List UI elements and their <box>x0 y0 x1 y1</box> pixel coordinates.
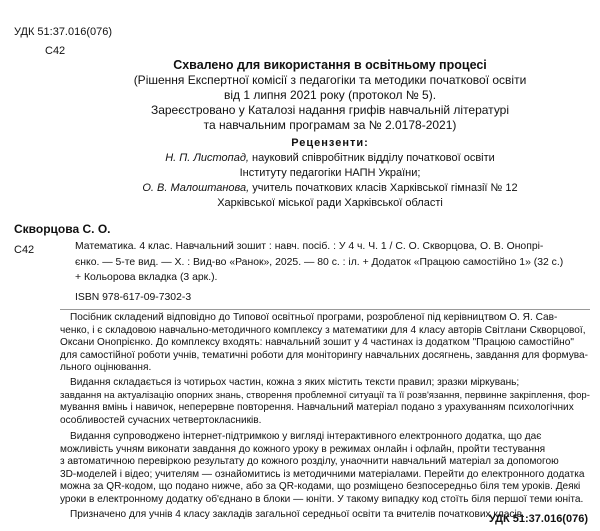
description-p2 <box>60 377 592 427</box>
reviewers-header: Рецензенти: <box>291 137 369 149</box>
library-index-mid: С42 <box>14 244 35 256</box>
approval-line: та навчальним програмам за № 2.0178-2021) <box>203 118 457 132</box>
desc-line: завдання на актуалізацію опорних знань, створення проблемної ситуації та її розв'язання, первинне закріплення, фор- <box>60 389 590 401</box>
description-p1 <box>60 312 592 375</box>
author-heading: Скворцова С. О. <box>14 222 111 236</box>
desc-line: Видання складається із чотирьох частин, кожна з яких містить тексти правил; зразки міркувань; <box>70 377 520 388</box>
approval-line: Зареєстровано у Каталозі надання грифів навчальній літературі <box>150 103 510 117</box>
reviewer-2-org: Харківської міської ради Харківської області <box>217 197 443 209</box>
isbn: ISBN 978-617-09-7302-3 <box>75 292 192 303</box>
desc-line: можливість учням виконати завдання до кожного уроку в режимах онлайн і офлайн, пройти тестування <box>60 443 546 455</box>
desc-line: ченко, і є складовою навчально-методичного комплексу з математики для 4 класу авторів Світлани Скворцової, <box>60 324 586 336</box>
desc-line: для самостійної роботи учнів, тематичні роботи для моніторингу навчальних досягнень, завдання для формува- <box>60 349 588 361</box>
approval-line: (Рішення Експертної комісії з педагогіки та методики початкової освіти <box>133 73 527 87</box>
desc-line: льного оцінювання. <box>60 362 152 374</box>
desc-line: мування вмінь і навичок, неперервне повторення. Навчальний матеріал подано з урахуванням психологічних <box>60 402 574 414</box>
reviewer-1-org: Інституту педагогіки НАПН України; <box>239 167 421 179</box>
bib-line: Математика. 4 клас. Навчальний зошит : навч. посіб. : У 4 ч. Ч. 1 / С. О. Скворцова, О. В. Онопрі- <box>75 241 544 252</box>
reviewer-1-name: Н. П. Листопад, <box>165 152 249 164</box>
desc-line: Оксани Онопрієнко. До комплексу входять: навчальний зошит у 4 частинах із додатком "Працюю самостійно" <box>60 337 574 349</box>
reviewer-1-role: науковий співробітник відділу початкової освіти <box>252 152 495 164</box>
desc-line: з автоматичною перевіркою результату до кожного розділу, унаочнити навчальний матеріал за допомогою <box>60 456 559 468</box>
reviewer-1 <box>60 151 600 166</box>
udk-code-top: УДК 51:37.016(076) <box>14 26 113 38</box>
desc-line: Посібник складений відповідно до Типової освітньої програми, розробленої під керівництвом О. Я. Сав- <box>70 312 558 323</box>
reviewer-2-name: О. В. Малоштанова, <box>142 182 250 194</box>
reviewer-2-role: учитель початкових класів Харківської гімназії № 12 <box>252 182 518 194</box>
desc-line: уроки в електронному додатку об'єднано в блоки — юніти. У такому випадку код стоїть біля першої теми юніта. <box>60 493 584 505</box>
divider <box>60 309 590 310</box>
desc-line: 3D-моделей і відео; учителям — ознайомитись із методичними матеріалами. Перейти до електронного додатка <box>60 468 585 480</box>
desc-line: Видання супроводжено інтернет-підтримкою у вигляді інтерактивного електронного додатка, що дає <box>70 431 542 442</box>
reviewers-block <box>60 136 600 211</box>
desc-line: Призначено для учнів 4 класу закладів загальної середньої освіти та вчителів початкових класів. <box>70 509 525 520</box>
bib-line: єнко. — 5-те вид. — Х. : Вид-во «Ранок», 2025. — 80 с. : іл. + Додаток «Працюю самостійно 1» (32 с.) <box>75 256 564 268</box>
approval-block <box>60 58 600 133</box>
desc-line: особливостей сучасних четвертокласників. <box>60 414 262 426</box>
bib-line: + Кольорова вкладка (3 арк.). <box>75 272 218 283</box>
desc-line: можна за QR-кодом, що подано нижче, або за QR-кодами, що розміщено безпосередньо біля тем уроків. Деякі <box>60 481 581 493</box>
approval-title: Схвалено для використання в освітньому процесі <box>173 58 487 72</box>
approval-line: від 1 липня 2021 року (протокол № 5). <box>223 88 437 102</box>
description-p3 <box>60 431 592 507</box>
library-index-top: С42 <box>45 45 66 57</box>
reviewer-2 <box>60 181 600 196</box>
udk-code-bottom: УДК 51:37.016(076) <box>488 513 588 525</box>
bibliographic-record <box>75 239 590 286</box>
